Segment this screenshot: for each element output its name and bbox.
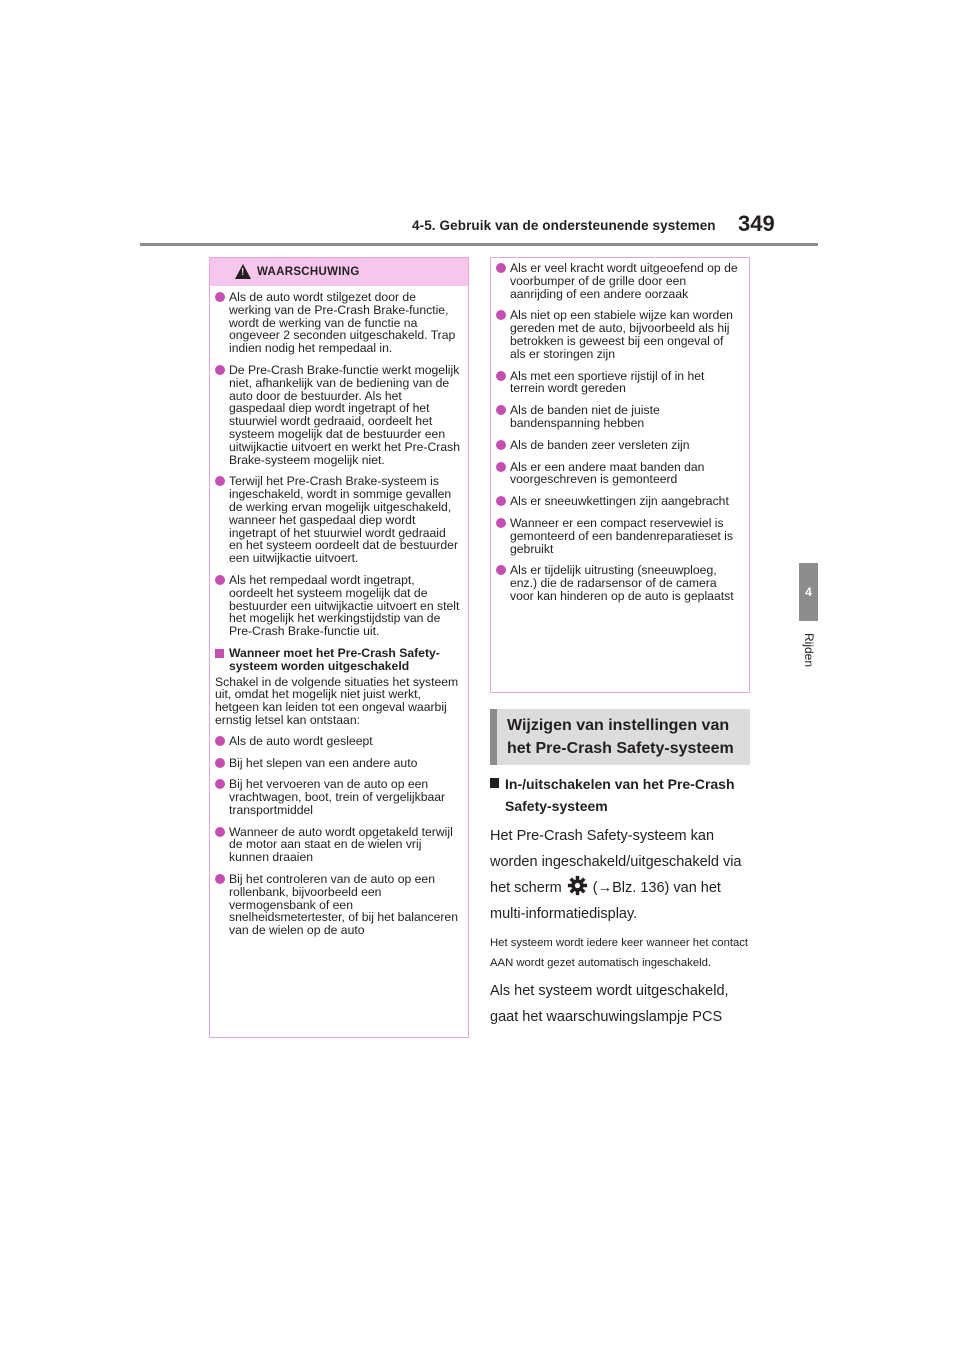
list-item: Als met een sportieve rijstijl of in het terrein wordt gereden [496,370,741,396]
warning-intro: Schakel in de volgende situaties het systeem uit, omdat het mogelijk niet juist werkt, hetgeen kan leiden tot een ongeval waarbij ernstig letsel kan ontstaan: [215,674,459,727]
list-item: Als er tijdelijk uitrusting (sneeuwploeg, enz.) die de radarsensor of de camera voor kan hinderen op de auto is geplaatst [496,564,741,602]
bullet-icon [215,874,225,884]
list-item: Bij het slepen van een andere auto [215,757,460,770]
list-item: Als de auto wordt stilgezet door de werking van de Pre-Crash Brake-functie, wordt de werking van de functie na ongeveer 2 seconden uitgeschakeld. Trap indien nodig het rempedaal in. [215,291,460,355]
gear-icon [567,875,588,896]
section-heading: Wijzigen van instellingen van het Pre-Crash Safety-systeem [490,709,750,765]
page-header-section: 4-5. Gebruik van de ondersteunende systemen [412,218,716,233]
bullet-icon [215,292,225,302]
list-item: Terwijl het Pre-Crash Brake-systeem is ingeschakeld, wordt in sommige gevallen de werking ervan mogelijk uitgeschakeld, wanneer het gaspedaal diep wordt ingetrapt of het stuurwiel wordt gedraaid en het systeem oordeelt dat de bestuurder een uitwijkactie uitvoert. [215,475,460,565]
body-paragraph-2: Als het systeem wordt uitgeschakeld, gaat het waarschuwingslampje PCS [490,983,729,1025]
bullet-icon [215,575,225,585]
header-rule [140,243,818,246]
list-item: Als de auto wordt gesleept [215,735,460,748]
list-item: Als de banden zeer versleten zijn [496,439,741,452]
chapter-tab-number[interactable]: 4 [799,563,818,621]
list-item: Als niet op een stabiele wijze kan worden gereden met de auto, bijvoorbeeld als hij betrokken is geweest bij een ongeval of als er storingen zijn [496,309,741,360]
warning-label: WAARSCHUWING [257,266,360,278]
warning-list [210,286,468,638]
bullet-icon [215,779,225,789]
warning-subhead: Wanneer moet het Pre-Crash Safety-systeem worden uitgeschakeld [215,647,468,673]
list-item: Als het rempedaal wordt ingetrapt, oordeelt het systeem mogelijk dat de bestuurder een uitwijkactie uitvoert en stelt het mogelijk het werkingstijdstip van de Pre-Crash Brake-functie uit. [215,574,460,638]
list-item: Bij het vervoeren van de auto op een vrachtwagen, boot, trein of vergelijkbaar transportmiddel [215,778,460,816]
warning-box [209,257,469,1038]
bullet-icon [496,440,506,450]
body-paragraph: Het Pre-Crash Safety-systeem kan worden ingeschakeld/uitgeschakeld via het scherm (→Blz. 136) van het multi-informatiedisplay. [490,828,742,922]
bullet-icon [496,263,506,273]
bullet-icon [215,736,225,746]
bullet-icon [215,827,225,837]
continuation-box [490,257,750,693]
bullet-icon [496,405,506,415]
bullet-icon [496,310,506,320]
bullet-icon [496,496,506,506]
square-bullet-icon [490,778,499,788]
situations-list [210,735,468,937]
list-item: Als er sneeuwkettingen zijn aangebracht [496,495,741,508]
bullet-icon [215,758,225,768]
continuation-list [491,258,749,603]
list-item: Als er veel kracht wordt uitgeoefend op de voorbumper of de grille door een aanrijding of een andere oorzaak [496,262,741,300]
section-body [490,773,752,1030]
bullet-icon [496,518,506,528]
subsection-title: In-/uitschakelen van het Pre-Crash Safety-systeem [490,773,752,817]
warning-triangle-icon [235,264,251,279]
bullet-icon [496,462,506,472]
list-item: De Pre-Crash Brake-functie werkt mogelijk niet, afhankelijk van de bediening van de auto door de bestuurder. Als het gaspedaal diep wordt ingetrapt of het stuurwiel wordt gedraaid, oordeelt het systeem mogelijk dat de bestuurder een uitwijkactie uitvoert en werkt het Pre-Crash Brake-systeem mogelijk niet. [215,364,460,466]
bullet-icon [496,565,506,575]
note-paragraph: Het systeem wordt iedere keer wanneer het contact AAN wordt gezet automatisch ingeschakeld. [490,937,749,969]
bullet-icon [215,365,225,375]
bullet-icon [496,371,506,381]
warning-header [210,258,468,286]
list-item: Wanneer de auto wordt opgetakeld terwijl de motor aan staat en de wielen vrij kunnen draaien [215,826,460,864]
page-number: 349 [738,211,775,236]
list-item: Wanneer er een compact reservewiel is gemonteerd of een bandenreparatieset is gebruikt [496,517,741,555]
bullet-icon [215,476,225,486]
list-item: Als er een andere maat banden dan voorgeschreven is gemonteerd [496,461,741,487]
chapter-tab-name: Rijden [802,632,816,668]
list-item: Als de banden niet de juiste bandenspanning hebben [496,404,741,430]
list-item: Bij het controleren van de auto op een rollenbank, bijvoorbeeld een vermogensbank of een snelheidsmetertester, of bij het balanceren van de wielen op de auto [215,873,460,937]
square-bullet-icon [215,649,224,658]
